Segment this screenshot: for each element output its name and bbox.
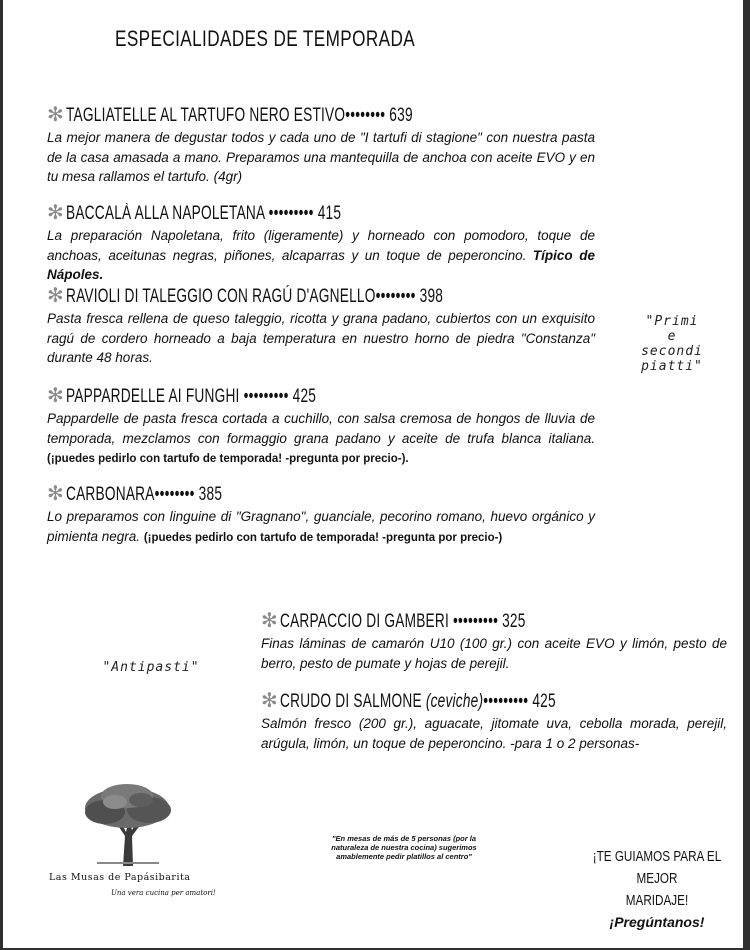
menu-item-name: CARBONARA•••••••• 385 [65, 484, 222, 505]
menu-item-carpaccio [261, 608, 727, 673]
menu-item-price: ••••••••• 425 [239, 386, 316, 407]
menu-item-name: TAGLIATELLE AL TARTUFO NERO ESTIVO•••••••• 639 [65, 105, 413, 126]
pairing-line-1: ¡TE GUIAMOS PARA EL MEJOR [592, 848, 722, 887]
menu-item-header [47, 383, 595, 408]
menu-item-price: •••••••• 398 [375, 286, 443, 307]
menu-item-header [261, 688, 727, 713]
asterisk-flower-icon: ✻ [47, 385, 64, 407]
menu-item-description: La preparación Napoletana, frito (ligeramente) y horneado con pomodoro, toque de anchoas, aceitunas negras, piñones, alcaparras y un toque de peperoncino. Típico de Nápoles. [47, 228, 595, 282]
menu-item-pappardelle [47, 383, 595, 470]
asterisk-flower-icon: ✻ [47, 483, 64, 505]
tree-icon [77, 780, 177, 866]
menu-item-name: PAPPARDELLE AI FUNGHI ••••••••• 425 [65, 386, 316, 407]
menu-item-description: Pappardelle de pasta fresca cortada a cuchillo, con salsa cremosa de hongos de lluvia de temporada, mezclamos con formaggio grana padano y aceite de trufa blanca italiana. (¡puedes pedirlo con tartufo de temporada! -pregunta por precio-). [47, 411, 595, 465]
menu-item-description: Lo preparamos con linguine di "Gragnano", guanciale, pecorino romano, huevo orgánico y pimienta negra. (¡puedes pedirlo con tartufo de temporada! -pregunta por precio-) [47, 509, 595, 544]
menu-item-note: (¡puedes pedirlo con tartufo de temporada! -pregunta por precio-) [143, 531, 503, 544]
wine-pairing-callout [569, 846, 745, 930]
page-title: ESPECIALIDADES DE TEMPORADA [115, 26, 416, 51]
menu-item-description: Salmón fresco (200 gr.), aguacate, jitomate uva, cebolla morada, perejil, arúgula, limón, un toque de peperoncino. -para 1 o 2 personas- [261, 716, 727, 751]
menu-item-header [47, 200, 595, 225]
asterisk-flower-icon: ✻ [47, 202, 64, 224]
pairing-line-2: MARIDAJE! [625, 892, 689, 909]
pairing-cta: ¡Pregúntanos! [609, 914, 705, 930]
section-label-primi: "Primi e secondi piatti" [641, 314, 703, 374]
menu-item-name: RAVIOLI DI TALEGGIO CON RAGÚ D'AGNELLO•••••••• 398 [65, 286, 443, 307]
menu-item-name: BACCALÀ ALLA NAPOLETANA ••••••••• 415 [65, 203, 341, 224]
menu-item-carbonara [47, 481, 595, 548]
menu-item-ravioli [47, 283, 595, 368]
menu-item-header [47, 481, 595, 506]
brand-tagline: Una vera cucina per amatori! [111, 889, 216, 897]
asterisk-flower-icon: ✻ [261, 690, 278, 712]
menu-item-name-suffix: (ceviche) [425, 691, 484, 712]
brand-name: Las Musas de Papásibarita [49, 872, 191, 883]
menu-page [3, 0, 743, 948]
menu-item-baccala [47, 200, 595, 285]
menu-item-price: •••••••• 385 [154, 484, 222, 505]
menu-item-header [47, 283, 595, 308]
menu-item-name: CARPACCIO DI GAMBERI ••••••••• 325 [279, 611, 526, 632]
menu-item-note: (¡puedes pedirlo con tartufo de temporada! -pregunta por precio-). [47, 453, 409, 465]
menu-item-header [261, 608, 727, 633]
menu-item-highlight: Típico de Nápoles. [47, 247, 595, 282]
menu-item-tagliatelle [47, 102, 595, 187]
menu-item-price: ••••••••• 425 [483, 691, 556, 712]
menu-item-description: La mejor manera de degustar todos y cada uno de "I tartufi di stagione" con nuestra pasta de la casa amasada a mano. Preparamos una mantequilla de anchoa con aceite EVO y en tu mesa rallamos el tartufo. (4gr) [47, 130, 595, 184]
menu-item-price: ••••••••• 415 [264, 203, 341, 224]
menu-item-price: •••••••• 639 [345, 105, 413, 126]
group-order-note: "En mesas de más de 5 personas (por la naturaleza de nuestra cocina) sugerimos amablemente pedir platillos al centro" [331, 834, 477, 861]
section-label-antipasti: "Antipasti" [102, 660, 200, 675]
menu-item-header [47, 102, 595, 127]
menu-item-crudo [261, 688, 727, 753]
asterisk-flower-icon: ✻ [47, 285, 64, 307]
menu-item-price: ••••••••• 325 [448, 611, 526, 632]
menu-item-description: Finas láminas de camarón U10 (100 gr.) con aceite EVO y limón, pesto de berro, pesto de pumate y hojas de perejil. [261, 636, 727, 671]
menu-item-description: Pasta fresca rellena de queso taleggio, ricotta y grana padano, cubiertos con un exquisito ragú de cordero horneado a baja temperatura en nuestro horno de piedra "Constanza" durante 48 horas. [47, 311, 595, 365]
asterisk-flower-icon: ✻ [47, 104, 64, 126]
asterisk-flower-icon: ✻ [261, 610, 278, 632]
menu-item-name: CRUDO DI SALMONE (ceviche)••••••••• 425 [279, 691, 556, 712]
